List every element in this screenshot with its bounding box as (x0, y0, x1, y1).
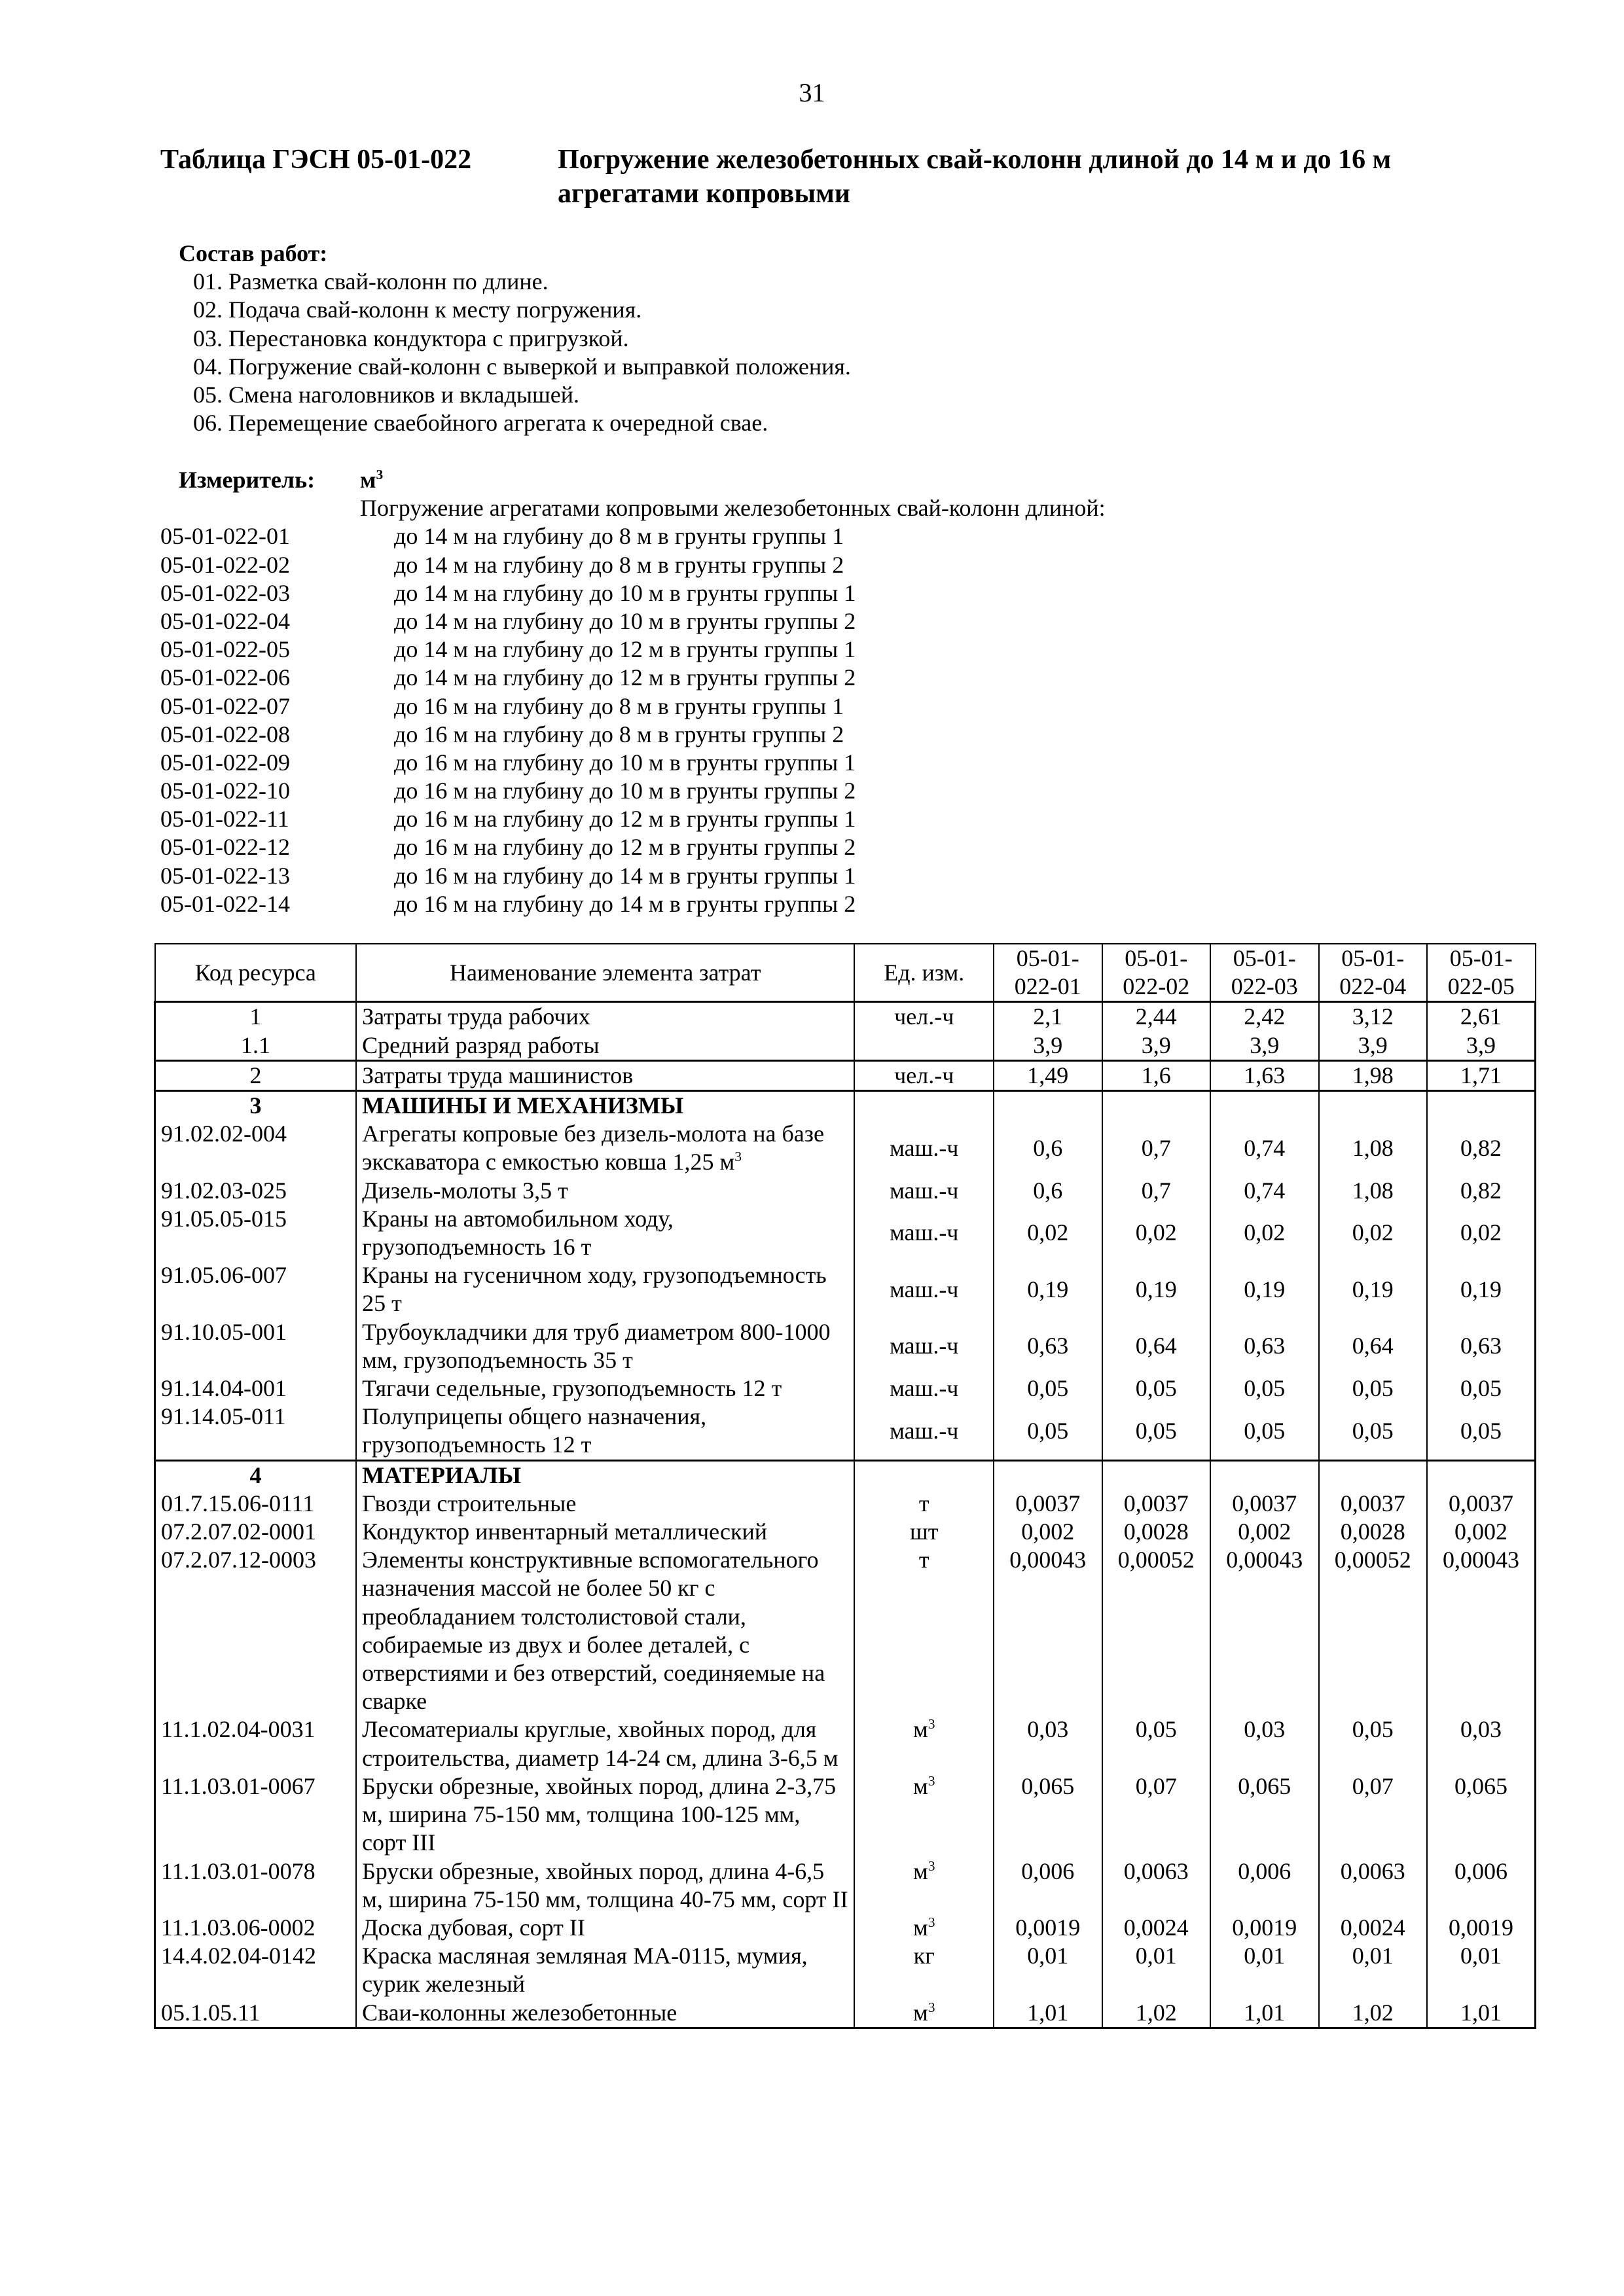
cell-value: 1,01 (1427, 1999, 1536, 2028)
code-id: 05-01-022-09 (160, 749, 290, 776)
code-id: 05-01-022-04 (160, 607, 290, 634)
cell-value: 0,19 (994, 1261, 1102, 1318)
work-composition-label: Состав работ: (179, 240, 328, 266)
cell-value: 0,63 (1210, 1318, 1318, 1374)
code-list-item (160, 522, 1404, 550)
work-composition (179, 240, 851, 437)
cell-unit: маш.-ч (854, 1120, 994, 1176)
code-list-item (160, 862, 1404, 890)
code-list-item (160, 833, 1404, 861)
cell-value: 0,05 (1427, 1374, 1536, 1403)
cell-value: 0,19 (1319, 1261, 1427, 1318)
table-row (155, 1177, 1536, 1205)
table-row (155, 1518, 1536, 1546)
cell-value: 0,05 (994, 1403, 1102, 1460)
cell-name: Полуприцепы общего назначения, грузоподъемность 12 т (356, 1403, 854, 1460)
code-list-item (160, 777, 1404, 805)
cell-value: 0,19 (1102, 1261, 1210, 1318)
cell-value: 2,1 (994, 1002, 1102, 1031)
cell-value: 0,02 (994, 1205, 1102, 1261)
cell-code: 2 (155, 1060, 357, 1090)
cell-value: 3,9 (994, 1031, 1102, 1061)
cell-code: 11.1.02.04-0031 (155, 1715, 357, 1772)
cell-value: 0,065 (1427, 1772, 1536, 1857)
cell-name: Краны на автомобильном ходу, грузоподъемность 16 т (356, 1205, 854, 1261)
header-unit: Ед. изм. (854, 944, 994, 1002)
cell-value: 1,08 (1319, 1177, 1427, 1205)
code-id: 05-01-022-12 (160, 834, 290, 861)
code-id: 05-01-022-02 (160, 551, 290, 578)
cell-value: 0,0037 (1427, 1490, 1536, 1518)
code-list-item (160, 551, 1404, 579)
cell-value: 0,002 (1427, 1518, 1536, 1546)
cell-value: 3,12 (1319, 1002, 1427, 1031)
cell-unit: чел.-ч (854, 1002, 994, 1031)
cell-name: Агрегаты копровые без дизель-молота на базе экскаватора с емкостью ковша 1,25 $м^3$ (356, 1120, 854, 1176)
code-desc: до 14 м на глубину до 10 м в грунты группы 1 (394, 579, 856, 606)
cell-name: Затраты труда машинистов (356, 1060, 854, 1090)
cell-value: 0,0019 (1210, 1914, 1318, 1942)
work-item: 04. Погружение свай-колонн с выверкой и выправкой положения. (193, 353, 851, 380)
code-id: 05-01-022-08 (160, 721, 290, 747)
cell-value: 0,065 (1210, 1772, 1318, 1857)
cell-value: 0,05 (1319, 1403, 1427, 1460)
cell-name: Кондуктор инвентарный металлический (356, 1518, 854, 1546)
table-title: Погружение железобетонных свай-колонн длиной до 14 м и до 16 м агрегатами копровыми (558, 145, 1392, 209)
cell-code: 07.2.07.12-0003 (155, 1546, 357, 1715)
cell-code: 11.1.03.06-0002 (155, 1914, 357, 1942)
header-name: Наименование элемента затрат (356, 944, 854, 1002)
cell-value: 1,71 (1427, 1060, 1536, 1090)
cell-unit: маш.-ч (854, 1261, 994, 1318)
work-item: 05. Смена наголовников и вкладышей. (193, 382, 579, 408)
cell-value: 1,49 (994, 1060, 1102, 1090)
cell-value: 0,05 (1210, 1403, 1318, 1460)
table-row (155, 1460, 1536, 1490)
cell-unit: $м^3$ (854, 1914, 994, 1942)
cell-name: МАТЕРИАЛЫ (356, 1460, 854, 1490)
cell-code: 1 (155, 1002, 357, 1031)
cell-code: 01.7.15.06-0111 (155, 1490, 357, 1518)
table-row (155, 1914, 1536, 1942)
cell-value: 1,01 (994, 1999, 1102, 2028)
table-row (155, 1318, 1536, 1374)
work-item: 02. Подача свай-колонн к месту погружения. (193, 296, 642, 323)
header-code: Код ресурса (155, 944, 357, 1002)
cell-value: 0,006 (1210, 1857, 1318, 1914)
cell-value: 1,63 (1210, 1060, 1318, 1090)
cell-code: 1.1 (155, 1031, 357, 1061)
cell-value: 0,05 (1102, 1403, 1210, 1460)
cell-value: 0,0028 (1319, 1518, 1427, 1546)
cell-value: 0,02 (1210, 1205, 1318, 1261)
table-row (155, 1490, 1536, 1518)
cell-value: 0,05 (1319, 1374, 1427, 1403)
code-id: 05-01-022-13 (160, 862, 290, 889)
table-row (155, 1002, 1536, 1031)
code-list-item (160, 721, 1404, 749)
cell-code: 07.2.07.02-0001 (155, 1518, 357, 1546)
cell-name: Лесоматериалы круглые, хвойных пород, для строительства, диаметр 14-24 см, длина 3-6,5 м (356, 1715, 854, 1772)
cell-value: 0,74 (1210, 1120, 1318, 1176)
cell-value: 0,82 (1427, 1177, 1536, 1205)
table-row (155, 1205, 1536, 1261)
cell-unit: кг (854, 1942, 994, 1998)
cell-value: 0,03 (994, 1715, 1102, 1772)
cell-value: 0,002 (1210, 1518, 1318, 1546)
page-number: 31 (799, 78, 825, 107)
cell-code: 91.05.06-007 (155, 1261, 357, 1318)
cell-unit: маш.-ч (854, 1374, 994, 1403)
cell-name: Тягачи седельные, грузоподъемность 12 т (356, 1374, 854, 1403)
cell-value: 0,01 (1102, 1942, 1210, 1998)
cell-value: 0,19 (1427, 1261, 1536, 1318)
cell-value: 1,08 (1319, 1120, 1427, 1176)
cell-value: 0,03 (1427, 1715, 1536, 1772)
cell-code: 91.05.05-015 (155, 1205, 357, 1261)
meter-intro: Погружение агрегатами копровыми железобетонных свай-колонн длиной: (360, 495, 1106, 522)
cell-value: 0,0063 (1102, 1857, 1210, 1914)
cell-name: Гвозди строительные (356, 1490, 854, 1518)
code-list-item (160, 664, 1404, 692)
code-desc: до 14 м на глубину до 8 м в грунты группы 1 (394, 523, 844, 550)
code-list-item (160, 636, 1404, 664)
cell-value: 0,05 (1319, 1715, 1427, 1772)
cell-value: 0,64 (1319, 1318, 1427, 1374)
cell-name: Бруски обрезные, хвойных пород, длина 2-3,75 м, ширина 75-150 мм, толщина 100-125 мм, сорт III (356, 1772, 854, 1857)
cell-value: 0,05 (1102, 1374, 1210, 1403)
cell-value: 0,0037 (1210, 1490, 1318, 1518)
cell-code: 3 (155, 1091, 357, 1121)
cell-unit: $м^3$ (854, 1857, 994, 1914)
cell-value: 0,0037 (1102, 1490, 1210, 1518)
cell-value: 0,7 (1102, 1120, 1210, 1176)
norms-table (154, 943, 1536, 2029)
code-list-item (160, 692, 1404, 721)
code-id: 05-01-022-14 (160, 890, 290, 917)
cell-value: 0,0063 (1319, 1857, 1427, 1914)
cell-unit: $м^3$ (854, 1772, 994, 1857)
table-name: Таблица ГЭСН 05-01-022 (160, 145, 472, 175)
cell-unit: т (854, 1490, 994, 1518)
code-id: 05-01-022-01 (160, 523, 290, 550)
table-row (155, 1546, 1536, 1715)
code-id: 05-01-022-03 (160, 579, 290, 606)
cell-unit: маш.-ч (854, 1318, 994, 1374)
cell-code: 91.14.04-001 (155, 1374, 357, 1403)
table-row (155, 1031, 1536, 1061)
table-row (155, 1715, 1536, 1772)
cell-name: Доска дубовая, сорт II (356, 1914, 854, 1942)
cell-unit: т (854, 1546, 994, 1715)
cell-value: 3,9 (1319, 1031, 1427, 1061)
cell-value: 1,01 (1210, 1999, 1318, 2028)
work-item: 06. Перемещение сваебойного агрегата к очередной свае. (193, 410, 768, 437)
code-desc: до 14 м на глубину до 8 м в грунты группы 2 (394, 551, 844, 578)
table-row (155, 1999, 1536, 2028)
cell-value: 0,82 (1427, 1120, 1536, 1176)
cell-code: 91.02.03-025 (155, 1177, 357, 1205)
code-desc: до 16 м на глубину до 14 м в грунты группы 1 (394, 862, 856, 889)
code-desc: до 16 м на глубину до 12 м в грунты группы 1 (394, 806, 856, 833)
cell-value: 0,00043 (1427, 1546, 1536, 1715)
header-col: 05-01- 022-03 (1210, 944, 1318, 1002)
code-desc: до 14 м на глубину до 10 м в грунты группы 2 (394, 607, 856, 634)
code-desc: до 16 м на глубину до 8 м в грунты группы 1 (394, 692, 844, 719)
cell-unit: чел.-ч (854, 1060, 994, 1090)
cell-value: 0,02 (1319, 1205, 1427, 1261)
cell-name: Трубоукладчики для труб диаметром 800-1000 мм, грузоподъемность 35 т (356, 1318, 854, 1374)
cell-value: 0,6 (994, 1177, 1102, 1205)
meter-block (160, 466, 1404, 918)
cell-value: 0,6 (994, 1120, 1102, 1176)
cell-value: 0,0024 (1319, 1914, 1427, 1942)
cell-value: 1,02 (1102, 1999, 1210, 2028)
cell-unit: $м^3$ (854, 1999, 994, 2028)
code-list-item (160, 579, 1404, 607)
cell-value: 0,07 (1102, 1772, 1210, 1857)
cell-value: 0,63 (994, 1318, 1102, 1374)
cell-name: Средний разряд работы (356, 1031, 854, 1061)
table-row (155, 1403, 1536, 1460)
table-row (155, 1091, 1536, 1121)
code-desc: до 16 м на глубину до 14 м в грунты группы 2 (394, 890, 856, 917)
cell-name: Бруски обрезные, хвойных пород, длина 4-6,5 м, ширина 75-150 мм, толщина 40-75 мм, сорт II (356, 1857, 854, 1914)
cell-value: 0,01 (1427, 1942, 1536, 1998)
cell-value: 0,00043 (994, 1546, 1102, 1715)
code-list-item (160, 749, 1404, 777)
cell-value: 0,05 (1102, 1715, 1210, 1772)
cell-value: 0,01 (1319, 1942, 1427, 1998)
cell-value: 0,05 (994, 1374, 1102, 1403)
cell-value: 3,9 (1427, 1031, 1536, 1061)
cell-name: Сваи-колонны железобетонные (356, 1999, 854, 2028)
code-id: 05-01-022-06 (160, 664, 290, 691)
cell-unit: маш.-ч (854, 1403, 994, 1460)
cell-value: 1,02 (1319, 1999, 1427, 2028)
cell-value: 0,01 (1210, 1942, 1318, 1998)
cell-unit: $м^3$ (854, 1715, 994, 1772)
cell-value: 0,02 (1427, 1205, 1536, 1261)
cell-value: 2,44 (1102, 1002, 1210, 1031)
cell-code: 05.1.05.11 (155, 1999, 357, 2028)
code-desc: до 14 м на глубину до 12 м в грунты группы 2 (394, 664, 856, 691)
code-desc: до 14 м на глубину до 12 м в грунты группы 1 (394, 636, 856, 663)
cell-value: 0,63 (1427, 1318, 1536, 1374)
table-header-row (155, 944, 1536, 1002)
cell-value: 0,03 (1210, 1715, 1318, 1772)
table-row (155, 1857, 1536, 1914)
cell-name: Краска масляная земляная МА-0115, мумия, сурик железный (356, 1942, 854, 1998)
cell-value: 0,74 (1210, 1177, 1318, 1205)
header-col: 05-01- 022-05 (1427, 944, 1536, 1002)
code-list-item (160, 890, 1404, 918)
code-list-item (160, 805, 1404, 833)
cell-unit: маш.-ч (854, 1205, 994, 1261)
work-item: 01. Разметка свай-колонн по длине. (193, 268, 549, 295)
cell-value: 0,01 (994, 1942, 1102, 1998)
cell-value: 1,98 (1319, 1060, 1427, 1090)
header-col: 05-01- 022-04 (1319, 944, 1427, 1002)
cell-value: 0,19 (1210, 1261, 1318, 1318)
table-row (155, 1772, 1536, 1857)
cell-name: Дизель-молоты 3,5 т (356, 1177, 854, 1205)
cell-value: 0,02 (1102, 1205, 1210, 1261)
cell-value: 0,0019 (1427, 1914, 1536, 1942)
code-list-item (160, 607, 1404, 636)
cell-value: 0,002 (994, 1518, 1102, 1546)
cell-code: 91.10.05-001 (155, 1318, 357, 1374)
cell-value: 0,7 (1102, 1177, 1210, 1205)
cell-value: 0,006 (1427, 1857, 1536, 1914)
cell-value: 0,00043 (1210, 1546, 1318, 1715)
cell-value: 0,0037 (994, 1490, 1102, 1518)
cell-code: 91.14.05-011 (155, 1403, 357, 1460)
meter-label: Измеритель: (179, 467, 316, 493)
code-id: 05-01-022-10 (160, 778, 290, 804)
cell-unit (854, 1031, 994, 1061)
cell-value: 0,0019 (994, 1914, 1102, 1942)
cell-value: 1,6 (1102, 1060, 1210, 1090)
cell-value: 0,07 (1319, 1772, 1427, 1857)
cell-value: 3,9 (1102, 1031, 1210, 1061)
code-id: 05-01-022-11 (160, 806, 289, 833)
cell-code: 11.1.03.01-0067 (155, 1772, 357, 1857)
cell-value: 0,64 (1102, 1318, 1210, 1374)
code-id: 05-01-022-05 (160, 636, 290, 663)
header-col: 05-01- 022-02 (1102, 944, 1210, 1002)
code-desc: до 16 м на глубину до 10 м в грунты группы 1 (394, 749, 856, 776)
cell-value: 0,0037 (1319, 1490, 1427, 1518)
cell-name: Элементы конструктивные вспомогательного назначения массой не более 50 кг с преобладанием толстолистовой стали, собираемые из двух и более деталей, с отверстиями и без отверстий, соединяемые на сварке (356, 1546, 854, 1715)
table-row (155, 1120, 1536, 1176)
cell-value: 0,065 (994, 1772, 1102, 1857)
work-item: 03. Перестановка кондуктора с пригрузкой. (193, 325, 629, 351)
cell-code: 91.02.02-004 (155, 1120, 357, 1176)
table-row (155, 1374, 1536, 1403)
header-col: 05-01- 022-01 (994, 944, 1102, 1002)
cell-value: 0,006 (994, 1857, 1102, 1914)
table-row (155, 1261, 1536, 1318)
cell-value: 0,0028 (1102, 1518, 1210, 1546)
table-row (155, 1060, 1536, 1090)
meter-unit: $м^3$ (360, 467, 384, 493)
cell-code: 11.1.03.01-0078 (155, 1857, 357, 1914)
cell-name: Затраты труда рабочих (356, 1002, 854, 1031)
code-desc: до 16 м на глубину до 8 м в грунты группы 2 (394, 721, 844, 747)
code-desc: до 16 м на глубину до 12 м в грунты группы 2 (394, 834, 856, 861)
code-list (160, 522, 1404, 918)
cell-value: 0,05 (1210, 1374, 1318, 1403)
cell-name: МАШИНЫ И МЕХАНИЗМЫ (356, 1091, 854, 1121)
cell-unit: маш.-ч (854, 1177, 994, 1205)
cell-code: 14.4.02.04-0142 (155, 1942, 357, 1998)
cell-value: 0,0024 (1102, 1914, 1210, 1942)
cell-code: 4 (155, 1460, 357, 1490)
cell-unit: шт (854, 1518, 994, 1546)
cell-value: 0,00052 (1319, 1546, 1427, 1715)
table-row (155, 1942, 1536, 1998)
code-id: 05-01-022-07 (160, 692, 290, 719)
code-desc: до 16 м на глубину до 10 м в грунты группы 2 (394, 778, 856, 804)
cell-value: 0,00052 (1102, 1546, 1210, 1715)
cell-value: 2,61 (1427, 1002, 1536, 1031)
cell-name: Краны на гусеничном ходу, грузоподъемность 25 т (356, 1261, 854, 1318)
cell-value: 2,42 (1210, 1002, 1318, 1031)
cell-value: 3,9 (1210, 1031, 1318, 1061)
cell-value: 0,05 (1427, 1403, 1536, 1460)
